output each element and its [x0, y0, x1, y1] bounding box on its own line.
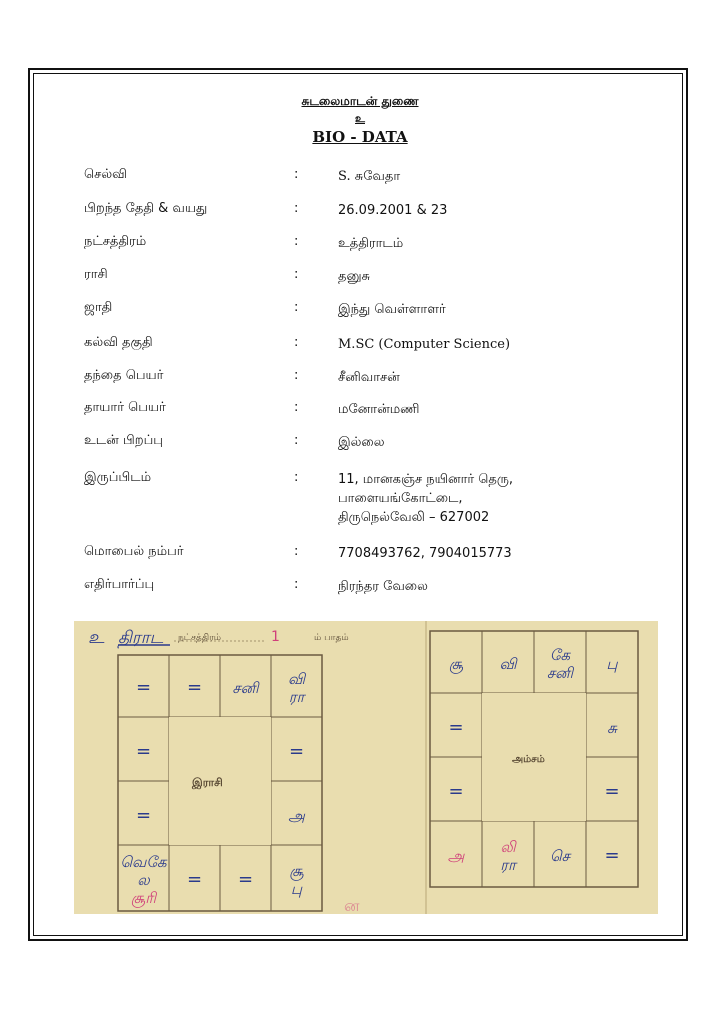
amsam-cell-text: =: [604, 781, 620, 802]
field-separator: :: [294, 400, 299, 415]
field-label: தந்தை பெயர்: [84, 368, 164, 383]
rasi-cell-text: பு: [290, 880, 303, 898]
horoscope-pada-number: 1: [271, 629, 280, 645]
rasi-cell-text: வெகே: [120, 853, 167, 871]
horoscope-star-handwritten: திராட: [118, 628, 164, 648]
rasi-cell-text: ல: [137, 871, 150, 889]
field-value: இந்து வெள்ளாளர்: [338, 302, 446, 317]
field-value: S. சுவேதா: [338, 169, 401, 184]
svg-text:ன: ன: [344, 896, 360, 914]
field-value: இல்லை: [338, 435, 385, 450]
address-line: 11, மானகஞ்ச நயினார் தெரு,: [338, 472, 514, 487]
rasi-cell-text: =: [186, 869, 203, 890]
horoscope-scan: [74, 621, 658, 914]
address-line: பாளையங்கோட்டை,: [338, 491, 463, 506]
field-separator: :: [294, 433, 299, 448]
rasi-center-label: இராசி: [192, 776, 223, 789]
field-value: மனோன்மணி: [338, 402, 420, 417]
field-value: உத்திராடம்: [338, 236, 404, 251]
amsam-cell-text: லி: [500, 838, 516, 856]
address-line: திருநெல்வேலி – 627002: [338, 510, 490, 525]
amsam-chart: [430, 631, 638, 887]
field-separator: :: [294, 470, 299, 485]
rasi-cell-text: அ: [288, 807, 305, 825]
amsam-center-label: அம்சம்: [512, 754, 545, 765]
field-label: பிறந்த தேதி & வயது: [84, 201, 208, 216]
amsam-cell-text: ரா: [500, 856, 516, 874]
field-separator: :: [294, 167, 299, 182]
amsam-cell-text: சூ: [448, 655, 464, 673]
field-value: தனுசு: [338, 269, 371, 284]
horoscope-drawing: [74, 621, 658, 914]
field-value: 26.09.2001 & 23: [338, 203, 448, 218]
rasi-cell-text: ரா: [288, 688, 305, 706]
field-label: மொபைல் நம்பர்: [84, 544, 184, 559]
field-label: இருப்பிடம்: [84, 470, 152, 485]
rasi-cell-text: வி: [287, 670, 306, 688]
field-separator: :: [294, 234, 299, 249]
horoscope-top-line: உ: [88, 627, 105, 648]
field-separator: :: [294, 544, 299, 559]
field-value-address: [338, 470, 513, 527]
amsam-cell-text: பு: [606, 655, 618, 673]
amsam-cell-text: =: [604, 845, 620, 866]
amsam-cell-text: சு: [607, 719, 617, 737]
rasi-chart: [118, 655, 322, 911]
field-label: செல்வி: [84, 167, 127, 182]
page-title: BIO - DATA: [312, 128, 408, 146]
field-label: உடன் பிறப்பு: [84, 433, 163, 448]
rasi-cell-text: சூரி: [130, 889, 157, 907]
field-separator: :: [294, 300, 299, 315]
field-label: எதிர்பார்ப்பு: [84, 577, 155, 592]
rasi-cell-text: =: [135, 741, 152, 762]
pillaiyar-suli: உ: [355, 112, 365, 125]
rasi-cell-text: =: [237, 869, 254, 890]
field-label: ஜாதி: [84, 300, 113, 315]
field-label: ராசி: [84, 267, 108, 282]
field-label: நட்சத்திரம்: [84, 234, 147, 249]
amsam-cell-text: சனி: [546, 664, 574, 682]
field-separator: :: [294, 368, 299, 383]
field-label: தாயார் பெயர்: [84, 400, 166, 415]
field-separator: :: [294, 267, 299, 282]
horoscope-pada-label: ம் பாதம்: [314, 633, 349, 643]
field-separator: :: [294, 335, 299, 350]
rasi-cell-text: சனி: [232, 679, 259, 697]
field-separator: :: [294, 201, 299, 216]
rasi-cell-text: =: [186, 677, 203, 698]
deity-invocation: சுடலைமாடன் துணை: [301, 94, 419, 108]
field-value: சீனிவாசன்: [338, 370, 400, 385]
field-separator: :: [294, 577, 299, 592]
rasi-cell-text: =: [288, 741, 305, 762]
amsam-cell-text: செ: [550, 847, 570, 865]
rasi-cell-text: =: [135, 677, 152, 698]
field-value: M.SC (Computer Science): [338, 337, 511, 352]
horoscope-star-printed: நட்சத்திரம்: [178, 633, 222, 643]
field-value: 7708493762, 7904015773: [338, 546, 512, 561]
amsam-cell-text: =: [448, 781, 464, 802]
field-value: நிரந்தர வேலை: [338, 579, 428, 594]
amsam-cell-text: அ: [447, 847, 465, 865]
rasi-cell-text: சூ: [289, 862, 304, 880]
amsam-cell-text: கே: [549, 646, 571, 664]
amsam-cell-text: வி: [499, 655, 517, 673]
field-label: கல்வி தகுதி: [84, 335, 153, 350]
amsam-cell-text: =: [448, 717, 464, 738]
rasi-cell-text: =: [135, 805, 152, 826]
